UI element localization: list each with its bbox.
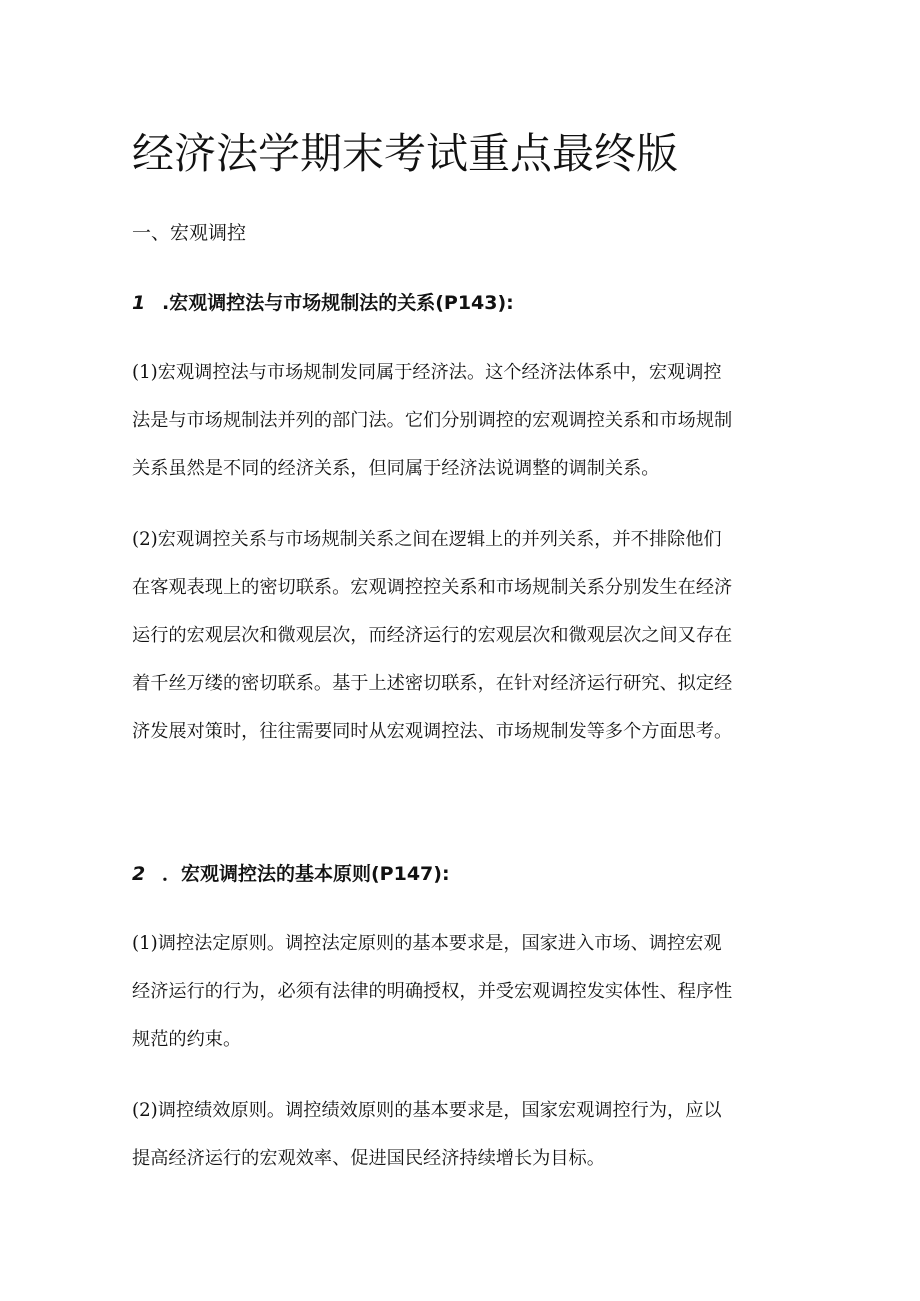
paragraph-marker: (1)	[132, 933, 158, 954]
paragraph-line: 在客观表现上的密切联系。宏观调控控关系和市场规制关系分别发生在经济	[132, 577, 733, 598]
paragraph-line-text: 宏观调控关系与市场规制关系之间在逻辑上的并列关系，并不排除他们	[157, 529, 722, 550]
item-2-paragraph-2	[132, 1087, 797, 1183]
item-2-heading	[132, 859, 450, 889]
paragraph-line: 济发展对策时，往往需要同时从宏观调控法、市场规制发等多个方面思考。	[132, 721, 733, 742]
paragraph-line	[132, 349, 797, 397]
paragraph-line: 经济运行的行为，必须有法律的明确授权，并受宏观调控发实体性、程序性	[132, 981, 733, 1002]
paragraph-line: 运行的宏观层次和微观层次，而经济运行的宏观层次和微观层次之间又存在	[132, 625, 733, 646]
item-1-paragraph-2	[132, 516, 797, 756]
paragraph-line-text: 宏观调控法与市场规制发同属于经济法。这个经济法体系中，宏观调控	[157, 362, 722, 383]
paragraph-line: 着千丝万缕的密切联系。基于上述密切联系，在针对经济运行研究、拟定经	[132, 673, 733, 694]
paragraph-line: 法是与市场规制法并列的部门法。它们分别调控的宏观调控关系和市场规制	[132, 410, 733, 431]
item-1-paragraph-1	[132, 349, 797, 493]
paragraph-line-text: 调控绩效原则。调控绩效原则的基本要求是，国家宏观调控行为，应以	[157, 1100, 722, 1121]
item-2-paragraph-1	[132, 920, 797, 1064]
paragraph-line: 规范的约束。	[132, 1029, 242, 1050]
paragraph-line	[132, 516, 797, 564]
item-2-number: 2	[132, 863, 146, 885]
paragraph-line: 关系虽然是不同的经济关系，但同属于经济法说调整的调制关系。	[132, 458, 660, 479]
item-1-number: 1	[132, 292, 146, 314]
paragraph-marker: (2)	[132, 1100, 158, 1121]
paragraph-line	[132, 1087, 797, 1135]
paragraph-marker: (2)	[132, 529, 158, 550]
paragraph-line-text: 调控法定原则。调控法定原则的基本要求是，国家进入市场、调控宏观	[157, 933, 722, 954]
item-1-heading-text: .宏观调控法与市场规制法的关系(P143):	[162, 292, 514, 314]
paragraph-line	[132, 920, 797, 968]
item-2-heading-text: ．宏观调控法的基本原则(P147):	[162, 863, 450, 885]
paragraph-marker: (1)	[132, 362, 158, 383]
paragraph-line: 提高经济运行的宏观效率、促进国民经济持续增长为目标。	[132, 1148, 605, 1169]
document-title: 经济法学期末考试重点最终版	[132, 129, 679, 178]
item-1-heading	[132, 288, 514, 318]
section-heading-macro-control: 一、宏观调控	[132, 222, 247, 244]
